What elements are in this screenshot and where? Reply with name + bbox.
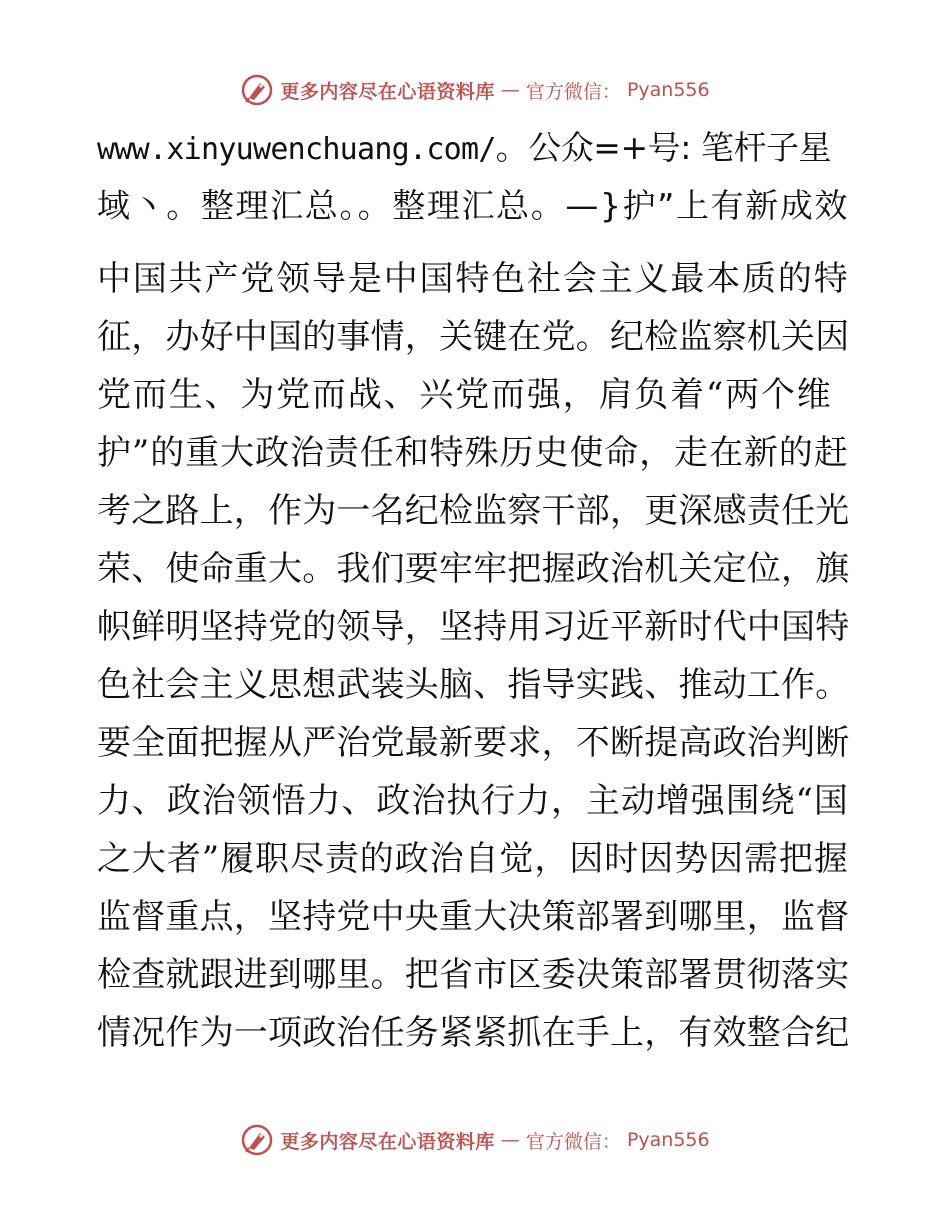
header-line-1 — [97, 119, 857, 177]
body-paragraph — [97, 250, 857, 1062]
body-line: 情况作为一项政治任务紧紧抓在手上，有效整合纪 — [97, 1013, 850, 1053]
header-line-1-url: www.xinyuwenchuang.com/ — [97, 132, 496, 167]
watermark-wechat-label: 官方微信： — [525, 1130, 621, 1153]
body-line: 色社会主义思想武装头脑、指导实践、推动工作。 — [97, 665, 850, 705]
pen-nib-logo-icon — [240, 1123, 274, 1157]
header-line-2 — [97, 177, 857, 235]
body-line: 荣、使命重大。我们要牢牢把握政治机关定位，旗 — [97, 549, 850, 589]
watermark-site-name: 更多内容尽在心语资料库 — [280, 80, 495, 103]
top-watermark-banner — [0, 70, 950, 110]
pen-nib-logo-icon — [240, 73, 274, 107]
header-line-1-text: 。公众=+号: 笔杆子星 — [495, 128, 832, 167]
watermark-site-name: 更多内容尽在心语资料库 — [280, 1130, 495, 1153]
body-line: 检查就跟进到哪里。把省市区委决策部署贯彻落实 — [97, 955, 850, 995]
watermark-wechat-label: 官方微信： — [525, 80, 621, 103]
body-line: 之大者”履职尽责的政治自觉，因时因势因需把握 — [97, 839, 849, 879]
bottom-watermark-banner — [0, 1120, 950, 1160]
body-line: 考之路上，作为一名纪检监察干部，更深感责任光 — [97, 491, 850, 531]
body-line: 力、政治领悟力、政治执行力，主动增强围绕“国 — [97, 781, 849, 821]
body-line: 帜鲜明坚持党的领导，坚持用习近平新时代中国特 — [97, 607, 850, 647]
body-line: 护”的重大政治责任和特殊历史使命，走在新的赶 — [97, 433, 849, 473]
watermark-wechat-id: Pyan556 — [626, 79, 710, 101]
header-text-block — [97, 119, 857, 235]
body-line: 监督重点，坚持党中央重大决策部署到哪里，监督 — [97, 897, 850, 937]
body-line: 中国共产党领导是中国特色社会主义最本质的特 — [97, 259, 850, 299]
watermark-separator: — — [500, 79, 520, 101]
body-line: 要全面把握从严治党最新要求，不断提高政治判断 — [97, 723, 850, 763]
body-line: 征，办好中国的事情，关键在党。纪检监察机关因 — [97, 317, 850, 357]
body-line: 党而生、为党而战、兴党而强，肩负着“两个维 — [97, 375, 833, 415]
watermark-separator: — — [500, 1129, 520, 1151]
watermark-wechat-id: Pyan556 — [626, 1129, 710, 1151]
header-line-2-text: 域丶。整理汇总。。整理汇总。—}护”上有新成效 — [97, 186, 850, 225]
